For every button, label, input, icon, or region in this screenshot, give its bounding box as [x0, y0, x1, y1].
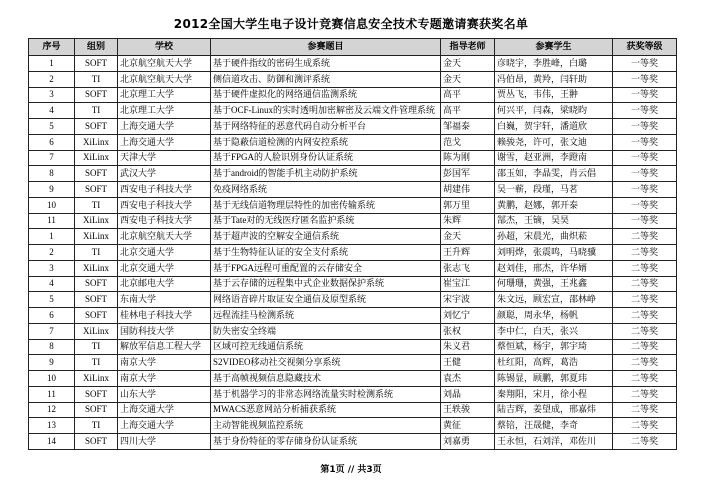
table-row	[29, 402, 677, 418]
cell-school: 西安电子科技大学	[118, 182, 211, 198]
cell-group: TI	[75, 339, 118, 355]
table-row	[29, 134, 677, 150]
cell-award-level: 二等奖	[613, 276, 677, 292]
cell-school: 北京理工大学	[118, 103, 211, 119]
table-row	[29, 418, 677, 434]
cell-project-title: 主动智能视频监控系统	[211, 418, 441, 434]
table-row	[29, 323, 677, 339]
cell-advisor: 范戈	[441, 134, 495, 150]
cell-advisor: 朱辉	[441, 213, 495, 229]
cell-students: 陈锡显，顾鹏，郭夏玮	[495, 371, 613, 387]
cell-advisor: 崔宝江	[441, 276, 495, 292]
header-advisor: 指导老师	[441, 39, 495, 56]
cell-award-level: 一等奖	[613, 119, 677, 135]
cell-row-number: 4	[29, 276, 75, 292]
table-row	[29, 71, 677, 87]
cell-group: SOFT	[75, 292, 118, 308]
cell-project-title: S2VIDEO移动社交视频分享系统	[211, 355, 441, 371]
cell-project-title: 区域可控无线通信系统	[211, 339, 441, 355]
cell-school: 北京航空航天大学	[118, 229, 211, 245]
cell-project-title: 基于身份特征的零存储身份认证系统	[211, 434, 441, 450]
cell-award-level: 二等奖	[613, 339, 677, 355]
cell-students: 王永恒，石刘洋，邓佐川	[495, 434, 613, 450]
cell-row-number: 3	[29, 87, 75, 103]
cell-advisor: 彭国军	[441, 166, 495, 182]
cell-group: SOFT	[75, 56, 118, 72]
cell-project-title: 基于网络特征的恶意代码自动分析平台	[211, 119, 441, 135]
cell-school: 南京大学	[118, 355, 211, 371]
cell-students: 黄鹏，赵娜，郭开泰	[495, 197, 613, 213]
table-row	[29, 339, 677, 355]
cell-group: TI	[75, 71, 118, 87]
cell-award-level: 二等奖	[613, 355, 677, 371]
cell-award-level: 一等奖	[613, 213, 677, 229]
document-title: 2012全国大学生电子设计竞赛信息安全技术专题邀请赛获奖名单	[173, 17, 529, 31]
page-indicator: 第1页 // 共3页	[320, 465, 382, 475]
cell-group: XiLinx	[75, 213, 118, 229]
cell-school: 西安电子科技大学	[118, 213, 211, 229]
table-row	[29, 87, 677, 103]
cell-advisor: 刘嘉勇	[441, 434, 495, 450]
cell-group: SOFT	[75, 166, 118, 182]
cell-award-level: 一等奖	[613, 150, 677, 166]
cell-school: 北京航空航天大学	[118, 71, 211, 87]
cell-award-level: 一等奖	[613, 166, 677, 182]
cell-school: 西安电子科技大学	[118, 197, 211, 213]
cell-students: 彦晓宇，李胜峰，白璐	[495, 56, 613, 72]
cell-students: 何兴平，闫森，梁晓昀	[495, 103, 613, 119]
cell-students: 秦翔阳，宋月，徐小程	[495, 386, 613, 402]
cell-row-number: 5	[29, 292, 75, 308]
cell-school: 上海交通大学	[118, 402, 211, 418]
cell-row-number: 8	[29, 339, 75, 355]
cell-students: 郜杰，王镝，吴昊	[495, 213, 613, 229]
cell-award-level: 一等奖	[613, 56, 677, 72]
cell-group: TI	[75, 418, 118, 434]
cell-school: 东南大学	[118, 292, 211, 308]
cell-row-number: 10	[29, 371, 75, 387]
cell-row-number: 12	[29, 402, 75, 418]
cell-advisor: 高平	[441, 87, 495, 103]
table-row	[29, 434, 677, 450]
cell-award-level: 二等奖	[613, 292, 677, 308]
table-row	[29, 245, 677, 261]
cell-award-level: 二等奖	[613, 386, 677, 402]
cell-award-level: 二等奖	[613, 229, 677, 245]
cell-school: 天津大学	[118, 150, 211, 166]
cell-row-number: 8	[29, 166, 75, 182]
cell-group: TI	[75, 197, 118, 213]
cell-students: 刘明烨，张震鸣，马晓骥	[495, 245, 613, 261]
cell-school: 北京交通大学	[118, 245, 211, 261]
cell-group: SOFT	[75, 434, 118, 450]
cell-row-number: 2	[29, 71, 75, 87]
cell-project-title: 基于OCF-Linux的实时透明加密解密及云端文件管理系统	[211, 103, 441, 119]
cell-group: XiLinx	[75, 371, 118, 387]
cell-advisor: 袁杰	[441, 371, 495, 387]
table-row	[29, 308, 677, 324]
cell-students: 朱文远，顾宏宣，邵林峥	[495, 292, 613, 308]
cell-project-title: 防失密安全终端	[211, 323, 441, 339]
cell-row-number: 11	[29, 213, 75, 229]
cell-row-number: 1	[29, 229, 75, 245]
cell-row-number: 11	[29, 386, 75, 402]
cell-students: 邵玉如，李晶雯，肖云倡	[495, 166, 613, 182]
cell-award-level: 一等奖	[613, 71, 677, 87]
table-row	[29, 166, 677, 182]
cell-project-title: 侧信道攻击、防御和测评系统	[211, 71, 441, 87]
cell-project-title: 网络语音碎片取证安全通信及原型系统	[211, 292, 441, 308]
cell-advisor: 陈为刚	[441, 150, 495, 166]
cell-project-title: 基于无线信道物理层特性的加密传输系统	[211, 197, 441, 213]
cell-students: 赖骏尧，许可，张文迪	[495, 134, 613, 150]
table-row	[29, 260, 677, 276]
cell-advisor: 王轶骏	[441, 402, 495, 418]
cell-advisor: 朱义君	[441, 339, 495, 355]
cell-project-title: 基于高帧视频信息隐藏技术	[211, 371, 441, 387]
cell-row-number: 9	[29, 355, 75, 371]
cell-advisor: 郭万里	[441, 197, 495, 213]
table-row	[29, 197, 677, 213]
cell-row-number: 4	[29, 103, 75, 119]
award-table	[28, 38, 677, 450]
cell-project-title: 基于云存储的远程集中式企业数据保护系统	[211, 276, 441, 292]
cell-school: 北京航空航天大学	[118, 56, 211, 72]
table-row	[29, 276, 677, 292]
cell-students: 蔡恒斌，杨宇，郭宇琦	[495, 339, 613, 355]
cell-project-title: MWACS恶意网站分析捕获系统	[211, 402, 441, 418]
table-body	[29, 56, 677, 450]
cell-award-level: 二等奖	[613, 418, 677, 434]
header-group: 组别	[75, 39, 118, 56]
cell-school: 北京邮电大学	[118, 276, 211, 292]
cell-school: 山东大学	[118, 386, 211, 402]
cell-project-title: 远程流挂马检测系统	[211, 308, 441, 324]
cell-row-number: 7	[29, 150, 75, 166]
cell-students: 李中仁，白天，张兴	[495, 323, 613, 339]
table-row	[29, 355, 677, 371]
cell-group: XiLinx	[75, 260, 118, 276]
table-row	[29, 386, 677, 402]
cell-group: XiLinx	[75, 323, 118, 339]
cell-students: 冯伯昂，黄羚，闫轩助	[495, 71, 613, 87]
cell-row-number: 9	[29, 182, 75, 198]
table-row	[29, 292, 677, 308]
cell-project-title: 基于android的智能手机主动防护系统	[211, 166, 441, 182]
cell-group: TI	[75, 355, 118, 371]
cell-students: 何珊珊，黄强，王兆鑫	[495, 276, 613, 292]
cell-project-title: 基于机器学习的非常态网络流量实时检测系统	[211, 386, 441, 402]
cell-group: XiLinx	[75, 229, 118, 245]
cell-row-number: 6	[29, 308, 75, 324]
cell-group: SOFT	[75, 119, 118, 135]
table-row	[29, 371, 677, 387]
cell-advisor: 胡建伟	[441, 182, 495, 198]
cell-advisor: 高平	[441, 103, 495, 119]
cell-row-number: 10	[29, 197, 75, 213]
header-row-number: 序号	[29, 39, 75, 56]
cell-award-level: 二等奖	[613, 308, 677, 324]
cell-row-number: 7	[29, 323, 75, 339]
cell-group: SOFT	[75, 402, 118, 418]
cell-row-number: 14	[29, 434, 75, 450]
cell-students: 孙超，宋晨光，曲炽菘	[495, 229, 613, 245]
cell-school: 桂林电子科技大学	[118, 308, 211, 324]
cell-students: 谢雪，赵亚洲，李蹬南	[495, 150, 613, 166]
cell-award-level: 一等奖	[613, 103, 677, 119]
cell-school: 南京大学	[118, 371, 211, 387]
cell-award-level: 二等奖	[613, 323, 677, 339]
cell-school: 上海交通大学	[118, 134, 211, 150]
cell-row-number: 3	[29, 260, 75, 276]
cell-project-title: 基于FPGA远程可重配置的云存储安全	[211, 260, 441, 276]
cell-group: XiLinx	[75, 150, 118, 166]
cell-advisor: 张权	[441, 323, 495, 339]
cell-row-number: 6	[29, 134, 75, 150]
cell-advisor: 邹福泰	[441, 119, 495, 135]
cell-advisor: 宋宇波	[441, 292, 495, 308]
cell-project-title: 基于超声波的空解安全通信系统	[211, 229, 441, 245]
cell-award-level: 一等奖	[613, 134, 677, 150]
cell-students: 吴一蕲，段瑾，马茗	[495, 182, 613, 198]
cell-project-title: 基于Tate对的无线医疗匿名监护系统	[211, 213, 441, 229]
cell-award-level: 一等奖	[613, 182, 677, 198]
cell-group: SOFT	[75, 386, 118, 402]
cell-award-level: 二等奖	[613, 260, 677, 276]
table-row	[29, 229, 677, 245]
cell-row-number: 1	[29, 56, 75, 72]
cell-school: 上海交通大学	[118, 418, 211, 434]
cell-students: 赵刘佳，邢杰，许华婿	[495, 260, 613, 276]
cell-award-level: 二等奖	[613, 245, 677, 261]
cell-advisor: 王升辉	[441, 245, 495, 261]
cell-school: 武汉大学	[118, 166, 211, 182]
cell-group: SOFT	[75, 87, 118, 103]
cell-award-level: 一等奖	[613, 87, 677, 103]
table-header	[29, 39, 677, 56]
cell-advisor: 王健	[441, 355, 495, 371]
cell-school: 上海交通大学	[118, 119, 211, 135]
table-row	[29, 150, 677, 166]
cell-school: 四川大学	[118, 434, 211, 450]
cell-students: 陆吉辉，姜望成，邢嘉炜	[495, 402, 613, 418]
cell-advisor: 金天	[441, 71, 495, 87]
table-row	[29, 56, 677, 72]
cell-group: SOFT	[75, 276, 118, 292]
cell-award-level: 二等奖	[613, 402, 677, 418]
cell-group: SOFT	[75, 308, 118, 324]
cell-group: TI	[75, 245, 118, 261]
cell-row-number: 13	[29, 418, 75, 434]
cell-group: SOFT	[75, 182, 118, 198]
cell-award-level: 二等奖	[613, 434, 677, 450]
cell-project-title: 基于生物特征认证的安全支付系统	[211, 245, 441, 261]
cell-project-title: 基于硬件指纹的密码生成系统	[211, 56, 441, 72]
header-students: 参赛学生	[495, 39, 613, 56]
cell-row-number: 2	[29, 245, 75, 261]
cell-advisor: 刘晶	[441, 386, 495, 402]
header-award-level: 获奖等级	[613, 39, 677, 56]
cell-students: 杜红阳，高辉，葛浩	[495, 355, 613, 371]
header-row	[29, 39, 677, 56]
cell-advisor: 黄征	[441, 418, 495, 434]
table-row	[29, 119, 677, 135]
cell-row-number: 5	[29, 119, 75, 135]
cell-project-title: 基于隐蔽信道检测的内网安控系统	[211, 134, 441, 150]
cell-school: 解放军信息工程大学	[118, 339, 211, 355]
cell-award-level: 一等奖	[613, 197, 677, 213]
cell-advisor: 张志飞	[441, 260, 495, 276]
cell-group: XiLinx	[75, 134, 118, 150]
cell-students: 贾丛飞，韦伟，王翀	[495, 87, 613, 103]
table-row	[29, 103, 677, 119]
cell-group: TI	[75, 103, 118, 119]
header-project-title: 参赛题目	[211, 39, 441, 56]
cell-advisor: 金天	[441, 56, 495, 72]
cell-school: 北京交通大学	[118, 260, 211, 276]
cell-school: 国防科技大学	[118, 323, 211, 339]
cell-students: 蔡锫，汪晟健，李奇	[495, 418, 613, 434]
cell-project-title: 基于FPGA的人脸识别身份认证系统	[211, 150, 441, 166]
cell-project-title: 基于硬件虚拟化的网络通信监测系统	[211, 87, 441, 103]
cell-award-level: 二等奖	[613, 371, 677, 387]
table-row	[29, 182, 677, 198]
cell-advisor: 刘忆宁	[441, 308, 495, 324]
header-school: 学校	[118, 39, 211, 56]
cell-school: 北京理工大学	[118, 87, 211, 103]
table-row	[29, 213, 677, 229]
cell-advisor: 金天	[441, 229, 495, 245]
cell-students: 颜聪，周永华，杨帆	[495, 308, 613, 324]
cell-project-title: 免疫网络系统	[211, 182, 441, 198]
cell-students: 白巍，贺宇轩，潘道欣	[495, 119, 613, 135]
